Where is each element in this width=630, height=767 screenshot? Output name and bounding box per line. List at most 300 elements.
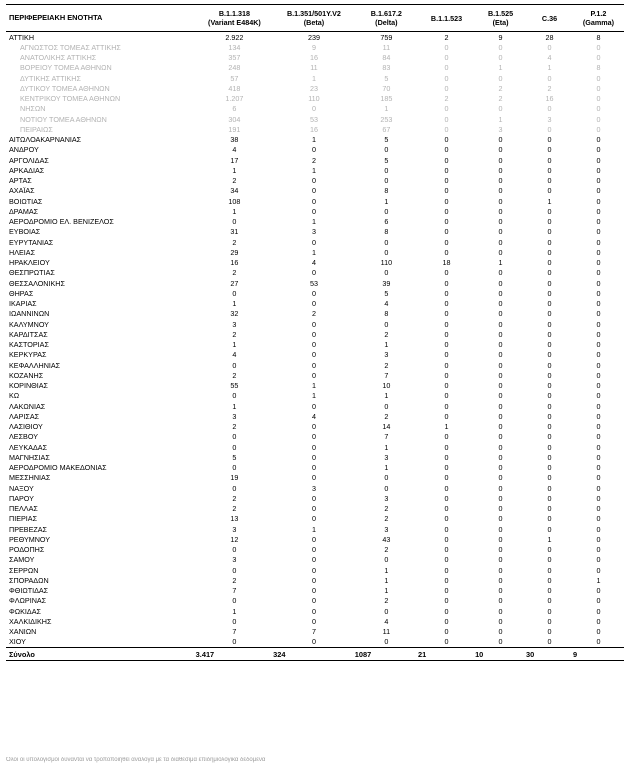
column-header-b16172-label: B.1.617.2 [370, 9, 402, 18]
value-cell-0: 3 [232, 411, 237, 421]
value-cell-2: 6 [384, 217, 389, 227]
region-name-cell: ΑΕΡΟΔΡΟΜΙΟ ΜΑΚΕΔΟΝΙΑΣ [9, 463, 107, 473]
total-b1351: 324 [273, 648, 355, 661]
value-cell-2: 2 [384, 360, 389, 370]
value-cell-1: 2 [311, 155, 316, 165]
value-cell-0: 0 [232, 565, 237, 575]
value-cell-1: 1 [311, 247, 316, 257]
region-name-cell: ΦΩΚΙΔΑΣ [9, 606, 41, 616]
value-cell-6: 1 [596, 575, 601, 585]
value-cell-3: 0 [444, 206, 449, 216]
value-cell-5: 0 [547, 606, 552, 616]
value-cell-3: 0 [444, 545, 449, 555]
value-cell-4: 0 [498, 391, 503, 401]
region-name-cell: ΠΙΕΡΙΑΣ [9, 514, 38, 524]
value-cell-1: 0 [311, 319, 316, 329]
value-cell-3: 0 [444, 63, 449, 73]
value-cell-6: 0 [596, 145, 601, 155]
region-name-cell: ΚΑΡΔΙΤΣΑΣ [9, 329, 48, 339]
value-cell-3: 0 [444, 350, 449, 360]
column-header-b11318-sub: (Variant E484K) [208, 18, 261, 27]
value-cell-0: 4 [232, 350, 237, 360]
value-cell-0: 32 [230, 309, 239, 319]
region-name-cell: ΑΓΝΩΣΤΟΣ ΤΟΜΕΑΣ ΑΤΤΙΚΗΣ [20, 42, 121, 52]
value-cell-0: 29 [230, 247, 239, 257]
region-name-cell: ΚΑΛΥΜΝΟΥ [9, 319, 49, 329]
value-cell-2: 1 [384, 586, 389, 596]
value-cell-4: 0 [498, 206, 503, 216]
table-row [6, 411, 624, 421]
table-row [6, 73, 624, 83]
value-cell-5: 0 [547, 340, 552, 350]
value-cell-2: 4 [384, 299, 389, 309]
value-cell-1: 4 [311, 258, 316, 268]
table-row [6, 442, 624, 452]
table-row [6, 165, 624, 175]
region-name-cell: ΑΤΤΙΚΗ [9, 32, 35, 42]
value-cell-5: 0 [547, 452, 552, 462]
value-cell-2: 43 [382, 534, 391, 544]
value-cell-0: 248 [228, 63, 241, 73]
value-cell-6: 0 [596, 278, 601, 288]
value-cell-3: 0 [444, 432, 449, 442]
value-cell-6: 0 [596, 463, 601, 473]
value-cell-3: 0 [444, 83, 449, 93]
value-cell-4: 0 [498, 340, 503, 350]
value-cell-3: 0 [444, 268, 449, 278]
value-cell-5: 0 [547, 493, 552, 503]
value-cell-4: 0 [498, 370, 503, 380]
value-cell-3: 0 [444, 114, 449, 124]
value-cell-4: 0 [498, 575, 503, 585]
value-cell-5: 0 [547, 165, 552, 175]
value-cell-2: 39 [382, 278, 391, 288]
value-cell-0: 31 [230, 227, 239, 237]
value-cell-6: 0 [596, 565, 601, 575]
value-cell-4: 0 [498, 493, 503, 503]
value-cell-2: 0 [384, 319, 389, 329]
value-cell-2: 0 [384, 247, 389, 257]
region-name-cell: ΠΕΛΛΑΣ [9, 504, 38, 514]
value-cell-2: 7 [384, 370, 389, 380]
value-cell-3: 0 [444, 227, 449, 237]
value-cell-4: 0 [498, 104, 503, 114]
value-cell-4: 0 [498, 596, 503, 606]
value-cell-1: 0 [311, 555, 316, 565]
total-row [6, 648, 624, 661]
value-cell-6: 0 [596, 596, 601, 606]
value-cell-6: 0 [596, 217, 601, 227]
value-cell-0: 0 [232, 616, 237, 626]
value-cell-6: 0 [596, 370, 601, 380]
value-cell-3: 2 [444, 32, 449, 42]
value-cell-1: 7 [311, 627, 316, 637]
value-cell-2: 185 [380, 94, 393, 104]
value-cell-2: 0 [384, 473, 389, 483]
value-cell-5: 0 [547, 637, 552, 647]
value-cell-0: 5 [232, 452, 237, 462]
value-cell-2: 0 [384, 206, 389, 216]
value-cell-5: 1 [547, 196, 552, 206]
value-cell-3: 0 [444, 176, 449, 186]
value-cell-6: 0 [596, 627, 601, 637]
table-row [6, 627, 624, 637]
column-header-b1351 [273, 5, 355, 32]
value-cell-0: 0 [232, 596, 237, 606]
value-cell-6: 0 [596, 329, 601, 339]
value-cell-1: 0 [311, 288, 316, 298]
value-cell-4: 0 [498, 514, 503, 524]
table-row [6, 319, 624, 329]
value-cell-4: 9 [498, 32, 503, 42]
table-row [6, 483, 624, 493]
value-cell-5: 0 [547, 442, 552, 452]
region-name-cell: ΒΟΡΕΙΟΥ ΤΟΜΕΑ ΑΘΗΝΩΝ [20, 63, 112, 73]
value-cell-0: 1 [232, 206, 237, 216]
table-row [6, 575, 624, 585]
value-cell-2: 253 [380, 114, 393, 124]
value-cell-5: 0 [547, 258, 552, 268]
value-cell-5: 0 [547, 575, 552, 585]
value-cell-0: 0 [232, 463, 237, 473]
value-cell-2: 0 [384, 165, 389, 175]
value-cell-5: 0 [547, 555, 552, 565]
value-cell-5: 2 [547, 83, 552, 93]
value-cell-0: 0 [232, 217, 237, 227]
table-row [6, 350, 624, 360]
table-row [6, 258, 624, 268]
value-cell-5: 0 [547, 155, 552, 165]
value-cell-6: 0 [596, 247, 601, 257]
table-row [6, 565, 624, 575]
value-cell-5: 4 [547, 53, 552, 63]
value-cell-0: 34 [230, 186, 239, 196]
table-header [6, 5, 624, 32]
column-header-p12-sub: (Gamma) [582, 18, 615, 27]
value-cell-6: 0 [596, 268, 601, 278]
value-cell-6: 0 [596, 165, 601, 175]
value-cell-4: 0 [498, 483, 503, 493]
value-cell-0: 2 [232, 176, 237, 186]
value-cell-5: 0 [547, 463, 552, 473]
value-cell-0: 357 [228, 53, 241, 63]
total-b11318: 3.417 [196, 648, 274, 661]
table-row [6, 104, 624, 114]
value-cell-1: 0 [311, 637, 316, 647]
value-cell-5: 0 [547, 329, 552, 339]
value-cell-2: 0 [384, 145, 389, 155]
value-cell-5: 0 [547, 483, 552, 493]
value-cell-2: 2 [384, 329, 389, 339]
value-cell-3: 1 [444, 422, 449, 432]
value-cell-1: 1 [311, 381, 316, 391]
value-cell-0: 27 [230, 278, 239, 288]
region-name-cell: ΚΕΦΑΛΛΗΝΙΑΣ [9, 360, 61, 370]
column-header-p12 [573, 5, 624, 32]
region-name-cell: ΑΡΓΟΛΙΔΑΣ [9, 155, 49, 165]
value-cell-1: 1 [311, 391, 316, 401]
region-name-cell: ΚΟΖΑΝΗΣ [9, 370, 44, 380]
table-row [6, 370, 624, 380]
table-row [6, 514, 624, 524]
value-cell-1: 0 [311, 616, 316, 626]
value-cell-0: 3 [232, 555, 237, 565]
table-row [6, 606, 624, 616]
region-name-cell: ΚΑΣΤΟΡΙΑΣ [9, 340, 49, 350]
value-cell-0: 1 [232, 340, 237, 350]
region-name-cell: ΚΟΡΙΝΘΙΑΣ [9, 381, 48, 391]
value-cell-1: 0 [311, 473, 316, 483]
value-cell-2: 3 [384, 452, 389, 462]
value-cell-3: 0 [444, 483, 449, 493]
value-cell-2: 0 [384, 606, 389, 616]
value-cell-2: 2 [384, 596, 389, 606]
value-cell-1: 1 [311, 165, 316, 175]
value-cell-1: 53 [309, 278, 318, 288]
value-cell-1: 16 [309, 53, 318, 63]
value-cell-3: 0 [444, 329, 449, 339]
value-cell-5: 16 [545, 94, 554, 104]
region-name-cell: ΝΑΞΟΥ [9, 483, 34, 493]
column-header-b11523-label: B.1.1.523 [430, 13, 463, 23]
value-cell-3: 0 [444, 555, 449, 565]
value-cell-4: 0 [498, 53, 503, 63]
table-row [6, 247, 624, 257]
variant-table-sheet [0, 4, 630, 767]
value-cell-4: 0 [498, 155, 503, 165]
value-cell-1: 0 [311, 534, 316, 544]
value-cell-6: 0 [596, 504, 601, 514]
region-name-cell: ΕΥΒΟΙΑΣ [9, 227, 41, 237]
value-cell-2: 67 [382, 124, 391, 134]
value-cell-2: 1 [384, 391, 389, 401]
value-cell-0: 1 [232, 299, 237, 309]
value-cell-5: 0 [547, 411, 552, 421]
value-cell-0: 0 [232, 360, 237, 370]
value-cell-2: 0 [384, 483, 389, 493]
region-name-cell: ΙΩΑΝΝΙΝΩΝ [9, 309, 50, 319]
value-cell-1: 0 [311, 586, 316, 596]
column-header-b11318 [196, 5, 274, 32]
column-header-region-label: ΠΕΡΙΦΕΡΕΙΑΚΗ ΕΝΟΤΗΤΑ [9, 13, 103, 23]
value-cell-1: 0 [311, 432, 316, 442]
value-cell-3: 0 [444, 452, 449, 462]
region-name-cell: ΑΝΔΡΟΥ [9, 145, 39, 155]
value-cell-3: 0 [444, 586, 449, 596]
value-cell-6: 0 [596, 616, 601, 626]
value-cell-0: 0 [232, 545, 237, 555]
value-cell-3: 0 [444, 616, 449, 626]
value-cell-3: 0 [444, 565, 449, 575]
table-row [6, 381, 624, 391]
value-cell-6: 0 [596, 83, 601, 93]
table-row [6, 329, 624, 339]
value-cell-3: 0 [444, 104, 449, 114]
table-row [6, 145, 624, 155]
value-cell-3: 0 [444, 627, 449, 637]
column-header-region [6, 5, 196, 32]
value-cell-2: 110 [380, 258, 393, 268]
value-cell-1: 9 [311, 42, 316, 52]
region-name-cell: ΔΥΤΙΚΟΥ ΤΟΜΕΑ ΑΘΗΝΩΝ [20, 83, 110, 93]
value-cell-0: 1 [232, 606, 237, 616]
region-name-cell: ΙΚΑΡΙΑΣ [9, 299, 37, 309]
value-cell-4: 0 [498, 473, 503, 483]
value-cell-6: 8 [596, 63, 601, 73]
value-cell-0: 2.922 [225, 32, 244, 42]
region-name-cell: ΕΥΡΥΤΑΝΙΑΣ [9, 237, 54, 247]
value-cell-1: 0 [311, 104, 316, 114]
region-name-cell: ΡΟΔΟΠΗΣ [9, 545, 45, 555]
value-cell-3: 0 [444, 504, 449, 514]
value-cell-2: 2 [384, 545, 389, 555]
value-cell-4: 0 [498, 627, 503, 637]
value-cell-2: 1 [384, 463, 389, 473]
table-row [6, 196, 624, 206]
table-row [6, 176, 624, 186]
value-cell-3: 0 [444, 514, 449, 524]
value-cell-4: 0 [498, 247, 503, 257]
value-cell-0: 2 [232, 370, 237, 380]
region-name-cell: ΚΕΝΤΡΙΚΟΥ ΤΟΜΕΑ ΑΘΗΝΩΝ [20, 94, 121, 104]
table-body [6, 32, 624, 648]
value-cell-3: 0 [444, 473, 449, 483]
value-cell-1: 0 [311, 401, 316, 411]
region-name-cell: ΑΝΑΤΟΛΙΚΗΣ ΑΤΤΙΚΗΣ [20, 53, 97, 63]
column-header-b11318-label: B.1.1.318 [218, 9, 250, 18]
value-cell-2: 5 [384, 73, 389, 83]
table-row [6, 135, 624, 145]
region-name-cell: ΚΕΡΚΥΡΑΣ [9, 350, 47, 360]
value-cell-4: 0 [498, 196, 503, 206]
value-cell-6: 0 [596, 104, 601, 114]
value-cell-4: 0 [498, 42, 503, 52]
column-header-b16172 [355, 5, 418, 32]
value-cell-2: 0 [384, 637, 389, 647]
value-cell-0: 108 [228, 196, 241, 206]
value-cell-5: 0 [547, 350, 552, 360]
value-cell-6: 0 [596, 381, 601, 391]
table-row [6, 473, 624, 483]
column-header-c36 [526, 5, 573, 32]
value-cell-3: 0 [444, 124, 449, 134]
region-name-cell: ΧΑΝΙΩΝ [9, 627, 37, 637]
value-cell-0: 12 [230, 534, 239, 544]
value-cell-4: 0 [498, 217, 503, 227]
value-cell-3: 0 [444, 288, 449, 298]
value-cell-0: 191 [228, 124, 241, 134]
table-row [6, 114, 624, 124]
value-cell-6: 0 [596, 340, 601, 350]
value-cell-5: 0 [547, 227, 552, 237]
value-cell-1: 0 [311, 596, 316, 606]
table-row [6, 432, 624, 442]
value-cell-5: 0 [547, 124, 552, 134]
table-row [6, 493, 624, 503]
value-cell-6: 0 [596, 155, 601, 165]
table-row [6, 340, 624, 350]
value-cell-5: 0 [547, 514, 552, 524]
value-cell-4: 3 [498, 124, 503, 134]
table-row [6, 401, 624, 411]
value-cell-4: 0 [498, 555, 503, 565]
value-cell-0: 0 [232, 637, 237, 647]
column-header-p12-label: P.1.2 [590, 9, 607, 18]
table-row [6, 206, 624, 216]
table-row [6, 63, 624, 73]
table-row [6, 299, 624, 309]
value-cell-4: 0 [498, 268, 503, 278]
region-name-cell: ΛΕΣΒΟΥ [9, 432, 38, 442]
value-cell-1: 0 [311, 493, 316, 503]
value-cell-3: 0 [444, 606, 449, 616]
value-cell-5: 0 [547, 135, 552, 145]
value-cell-5: 0 [547, 299, 552, 309]
value-cell-1: 0 [311, 514, 316, 524]
table-row [6, 278, 624, 288]
value-cell-4: 0 [498, 288, 503, 298]
value-cell-5: 0 [547, 42, 552, 52]
table-row [6, 360, 624, 370]
value-cell-0: 2 [232, 493, 237, 503]
region-name-cell: ΜΕΣΣΗΝΙΑΣ [9, 473, 51, 483]
value-cell-5: 0 [547, 401, 552, 411]
value-cell-1: 0 [311, 442, 316, 452]
value-cell-5: 0 [547, 360, 552, 370]
column-header-b1525-sub: (Eta) [492, 18, 509, 27]
value-cell-2: 11 [382, 42, 391, 52]
value-cell-6: 0 [596, 196, 601, 206]
value-cell-1: 0 [311, 340, 316, 350]
value-cell-4: 0 [498, 545, 503, 555]
value-cell-0: 57 [230, 73, 239, 83]
table-row [6, 42, 624, 52]
value-cell-6: 0 [596, 401, 601, 411]
value-cell-6: 0 [596, 422, 601, 432]
value-cell-0: 418 [228, 83, 241, 93]
value-cell-4: 0 [498, 432, 503, 442]
value-cell-2: 5 [384, 288, 389, 298]
value-cell-3: 2 [444, 94, 449, 104]
value-cell-6: 0 [596, 524, 601, 534]
value-cell-3: 0 [444, 247, 449, 257]
total-c36: 30 [526, 648, 573, 661]
value-cell-1: 1 [311, 524, 316, 534]
value-cell-4: 2 [498, 94, 503, 104]
region-name-cell: ΘΗΡΑΣ [9, 288, 34, 298]
table-row [6, 309, 624, 319]
value-cell-4: 0 [498, 186, 503, 196]
value-cell-4: 0 [498, 135, 503, 145]
footnote: Όλοι οι υπολογισμοί δύνανται να τροποποιηθεί ανάλογα με τα διαθέσιμα επιδημιολογικά δεδομένα [6, 757, 266, 763]
value-cell-1: 0 [311, 350, 316, 360]
region-name-cell: ΠΡΕΒΕΖΑΣ [9, 524, 47, 534]
value-cell-1: 0 [311, 545, 316, 555]
value-cell-0: 6 [232, 104, 237, 114]
value-cell-5: 0 [547, 370, 552, 380]
value-cell-3: 0 [444, 278, 449, 288]
table-row [6, 32, 624, 43]
value-cell-2: 1 [384, 565, 389, 575]
value-cell-0: 1 [232, 165, 237, 175]
value-cell-5: 28 [545, 32, 554, 42]
value-cell-4: 0 [498, 586, 503, 596]
value-cell-1: 0 [311, 237, 316, 247]
value-cell-5: 0 [547, 473, 552, 483]
region-name-cell: ΘΕΣΠΡΩΤΙΑΣ [9, 268, 55, 278]
value-cell-3: 0 [444, 319, 449, 329]
table-row [6, 268, 624, 278]
